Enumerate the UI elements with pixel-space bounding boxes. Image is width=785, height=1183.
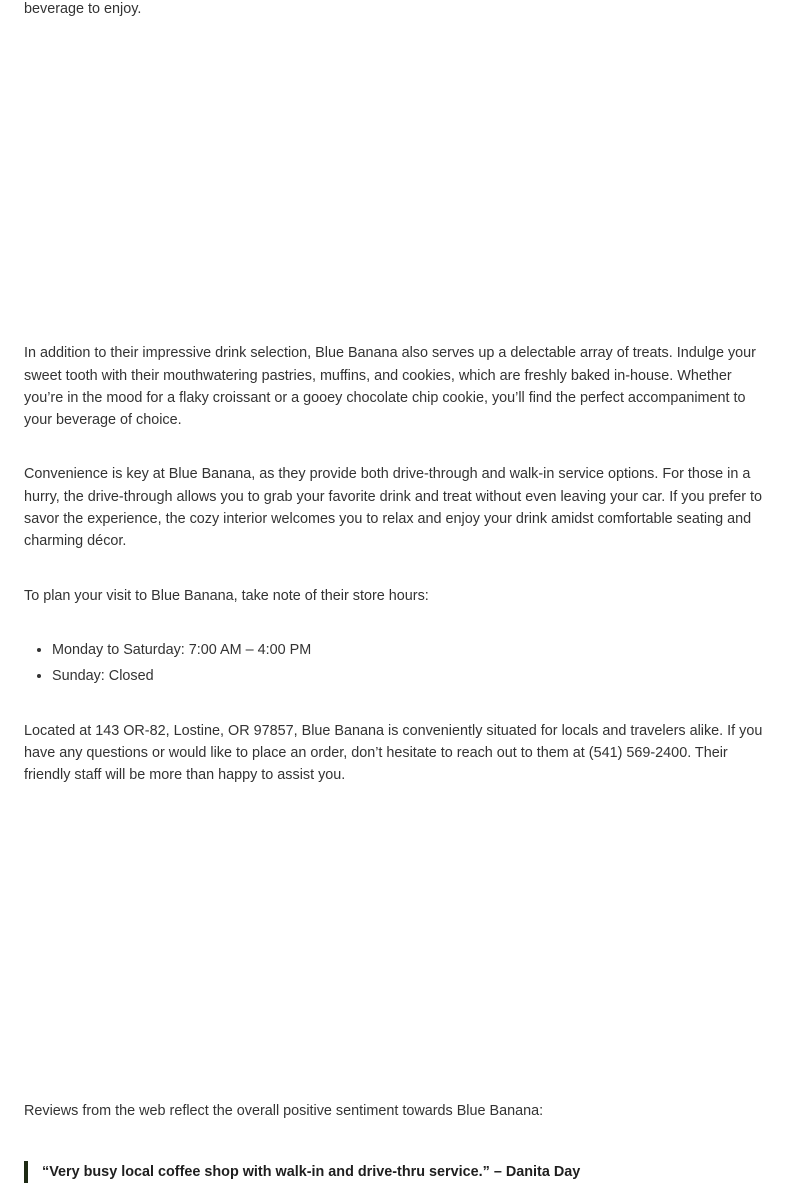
paragraph-fragment: beverage to enjoy. [24, 1, 142, 17]
article-body [24, 0, 764, 1183]
hours-item-sunday: • Sunday: Closed [52, 665, 764, 687]
paragraph-treats: In addition to their impressive drink selection, Blue Banana also serves up a delectable array of treats. Indulge your sweet tooth with their mouthwatering pastries, muffins, and cookies, which are freshly baked in-house. Whether you’re in the mood for a flaky croissant or a gooey chocolate chip cookie, you’ll find the perfect accompaniment to your beverage of choice. [24, 345, 756, 429]
blank-ad-space-2 [24, 786, 764, 1100]
paragraph-reviews-intro: Reviews from the web reflect the overall positive sentiment towards Blue Banana: [24, 1103, 544, 1120]
paragraph-location: Located at 143 OR-82, Lostine, OR 97857, Blue Banana is conveniently situated for locals and travelers alike. If you have any questions or would like to place an order, don’t hesitate to reach out to them at (541) 569-2400. Their friendly staff will be more than happy to assist you. [24, 722, 763, 784]
hours-item-weekdays: • Monday to Saturday: 7:00 AM – 4:00 PM [52, 639, 764, 661]
paragraph-hours-intro: To plan your visit to Blue Banana, take note of their store hours: [24, 587, 429, 604]
blank-ad-space [24, 20, 764, 342]
paragraph-convenience: Convenience is key at Blue Banana, as they provide both drive-through and walk-in service options. For those in a hurry, the drive-through allows you to grab your favorite drink and treat without even leaving your car. If you prefer to savor the experience, the cozy interior welcomes you to relax and enjoy your drink amidst comfortable seating and charming décor. [24, 466, 763, 550]
store-hours-list [24, 639, 764, 688]
review-blockquote [24, 1161, 764, 1183]
review-quote-text: “Very busy local coffee shop with walk-in and drive-thru service.” – Danita Day [42, 1163, 581, 1180]
